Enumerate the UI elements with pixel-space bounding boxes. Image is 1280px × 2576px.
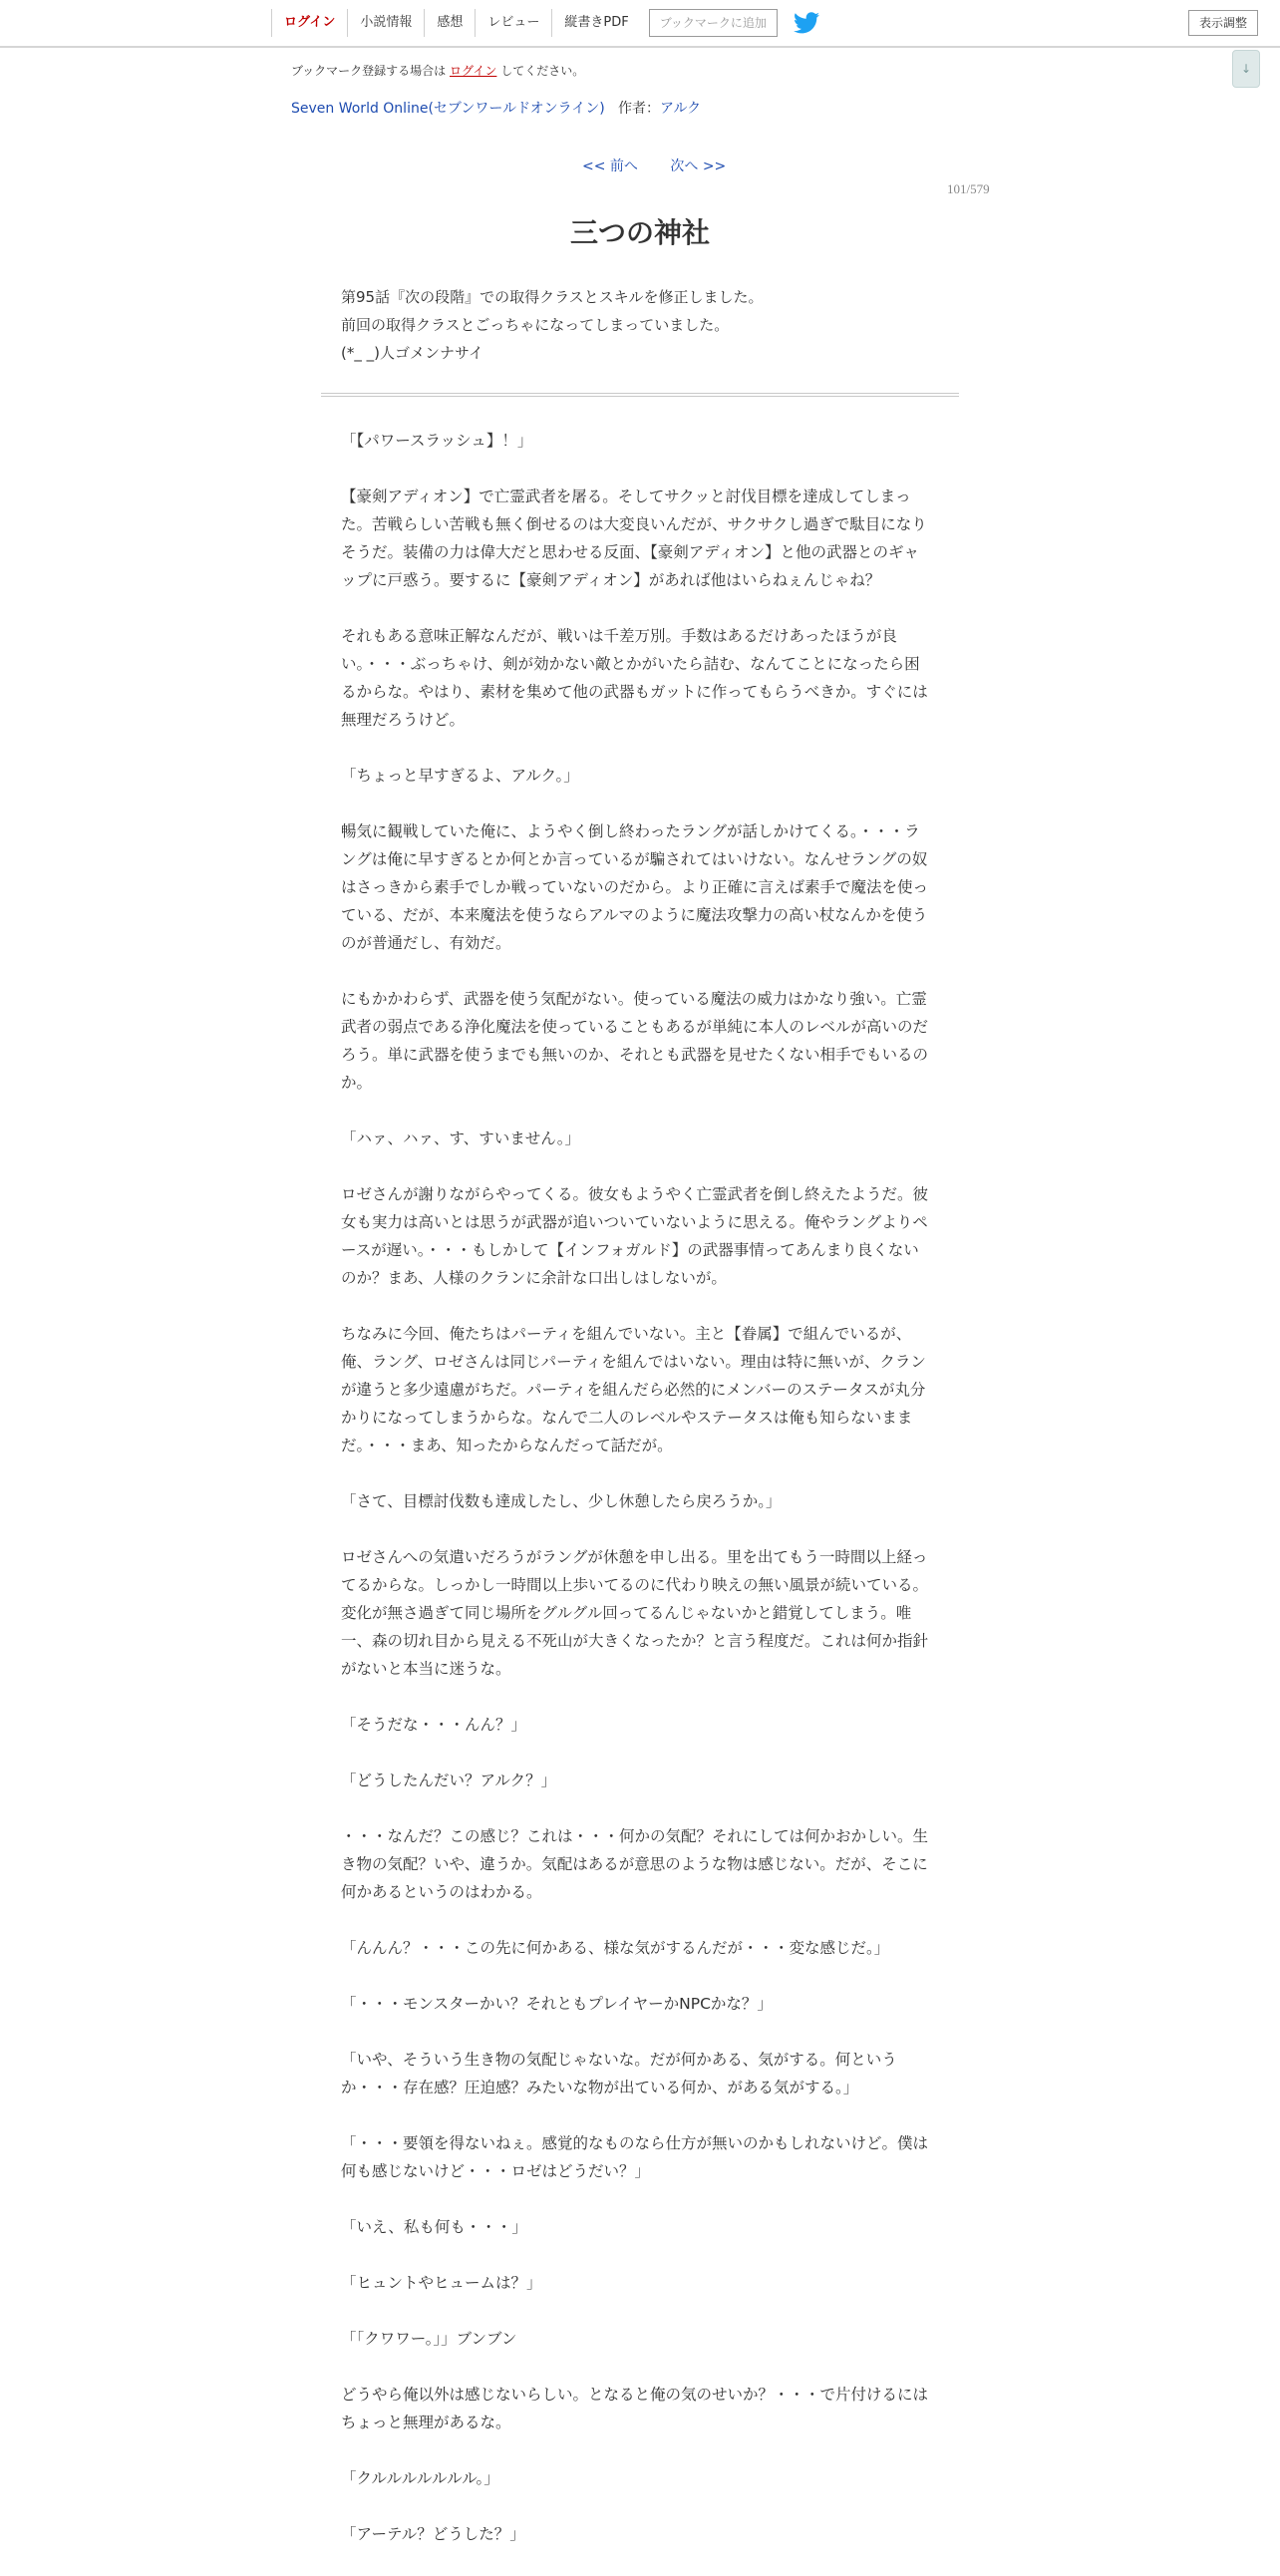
notice-prefix: ブックマーク登録する場合は bbox=[291, 64, 447, 78]
body-paragraph: 【豪剣アディオン】で亡霊武者を屠る。そしてサクッと討伐目標を達成してしまった。苦戦らしい苦戦も無く倒せるのは大変良いんだが、サクサクし過ぎで駄目になりそうだ。装備の力は偉大だと思わせる反面、【豪剣アディオン】と他の武器とのギャップに戸惑う。要するに【豪剣アディオン】があれば他はいらねぇんじゃね？ bbox=[341, 487, 927, 589]
add-bookmark-button[interactable]: ブックマークに追加 bbox=[649, 9, 778, 37]
bookmark-notice bbox=[291, 62, 584, 79]
site-header bbox=[0, 0, 1280, 48]
nav-review[interactable]: レビュー bbox=[475, 9, 551, 37]
body-paragraph: 「どうしたんだい？アルク？」 bbox=[341, 1771, 557, 1789]
body-paragraph: 「ちょっと早すぎるよ、アルク。」 bbox=[341, 767, 579, 785]
novel-title-link[interactable]: Seven World Online(セブンワールドオンライン) bbox=[291, 101, 605, 117]
body-paragraph: 「さて、目標討伐数も達成したし、少し休憩したら戻ろうか。」 bbox=[341, 1492, 782, 1510]
body-paragraph: ロゼさんへの気遣いだろうがラングが休憩を申し出る。里を出てもう一時間以上経ってるからな。しっかし一時間以上歩いてるのに代わり映えの無い風景が続いている。変化が無さ過ぎて同じ場所をグルグル回ってるんじゃないかと錯覚してしまう。唯一、森の切れ目から見える不死山が大きくなったか？と言う程度だ。これは何か指針がないと本当に迷うな。 bbox=[341, 1548, 929, 1678]
body-paragraph: 「・・・要領を得ないねぇ。感覚的なものなら仕方が無いのかもしれないけど。僕は何も感じないけど・・・ロゼはどうだい？」 bbox=[341, 2134, 929, 2180]
notice-login-link[interactable]: ログイン bbox=[450, 64, 497, 78]
page-number: 101/579 bbox=[947, 181, 990, 196]
body-paragraph: 「・・・モンスターかい？それともプレイヤーかNPCかな？」 bbox=[341, 1995, 773, 2013]
body-paragraph: 「「クワワー。」」ブンブン bbox=[341, 2330, 517, 2348]
preface-line: (*_ _)人ゴメンナサイ bbox=[341, 344, 483, 362]
scroll-down-button[interactable]: ↓ bbox=[1232, 50, 1260, 88]
body-paragraph: 「クルルルルルルル。」 bbox=[341, 2469, 499, 2487]
body-paragraph: 「そうだな・・・んん？」 bbox=[341, 1716, 527, 1734]
body-paragraph: 「【パワースラッシュ】！」 bbox=[341, 432, 533, 450]
body-paragraph: どうやら俺以外は感じないらしい。となると俺の気のせいか？・・・で片付けるにはちょっと無理があるな。 bbox=[341, 2386, 929, 2431]
chapter-title: 三つの神社 bbox=[569, 216, 710, 249]
next-chapter-link[interactable]: 次へ >> bbox=[670, 159, 727, 174]
body-paragraph: 「ヒュントやヒュームは？」 bbox=[341, 2274, 542, 2292]
prev-chapter-link[interactable]: << 前へ bbox=[582, 159, 638, 174]
nav-novel-info[interactable]: 小説情報 bbox=[347, 9, 424, 37]
body-paragraph: 「アーテル？どうした？」 bbox=[341, 2525, 525, 2543]
body-paragraph: 「いや、そういう生き物の気配じゃないな。だが何かある、気がする。何というか・・・存在感？圧迫感？みたいな物が出ている何か、がある気がする。」 bbox=[341, 2051, 897, 2096]
chapter-pager bbox=[582, 156, 726, 175]
author-link[interactable]: アルク bbox=[660, 101, 702, 117]
preface bbox=[341, 283, 764, 367]
display-settings-button[interactable]: 表示調整 bbox=[1188, 10, 1258, 36]
preface-divider bbox=[321, 393, 959, 397]
twitter-icon[interactable] bbox=[794, 12, 819, 34]
notice-suffix: してください。 bbox=[500, 64, 585, 78]
novel-body bbox=[341, 427, 931, 2576]
body-paragraph: それもある意味正解なんだが、戦いは千差万別。手数はあるだけあったほうが良い。・・・ぶっちゃけ、剣が効かない敵とかがいたら詰む、なんてことになったら困るからな。やはり、素材を集めて他の武器もガットに作ってもらうべきか。すぐには無理だろうけど。 bbox=[341, 627, 928, 729]
body-paragraph: 暢気に観戦していた俺に、ようやく倒し終わったラングが話しかけてくる。・・・ラングは俺に早すぎるとか何とか言っているが騙されてはいけない。なんせラングの奴はさっきから素手でしか戦っていないのだから。より正確に言えば素手で魔法を使っている、だが、本来魔法を使うならアルマのように魔法攻撃力の高い杖なんかを使うのが普通だし、有効だ。 bbox=[341, 822, 929, 952]
body-paragraph: 「いえ、私も何も・・・」 bbox=[341, 2218, 527, 2236]
body-paragraph: 「ハァ、ハァ、す、すいません。」 bbox=[341, 1129, 580, 1147]
author-info bbox=[618, 98, 701, 118]
nav-impressions[interactable]: 感想 bbox=[424, 9, 475, 37]
nav-login[interactable]: ログイン bbox=[271, 9, 347, 37]
body-paragraph: ・・・なんだ？この感じ？これは・・・何かの気配？それにしては何かおかしい。生き物の気配？いや、違うか。気配はあるが意思のような物は感じない。だが、そこに何かあるというのはわかる。 bbox=[341, 1827, 929, 1901]
body-paragraph: にもかかわらず、武器を使う気配がない。使っている魔法の威力はかなり強い。亡霊武者の弱点である浄化魔法を使っていることもあるが単純に本人のレベルが高いのだろう。単に武器を使うまでも無いのか、それとも武器を見せたくない相手でもいるのか。 bbox=[341, 990, 929, 1092]
author-label: 作者： bbox=[618, 101, 660, 117]
body-paragraph: ちなみに今回、俺たちはパーティを組んでいない。主と【眷属】で組んでいるが、俺、ラング、ロゼさんは同じパーティを組んではいない。理由は特に無いが、クランが違うと多少遠慮がちだ。パーティを組んだら必然的にメンバーのステータスが丸分かりになってしまうからな。なんで二人のレベルやステータスは俺も知らないままだ。・・・まあ、知ったからなんだって話だが。 bbox=[341, 1325, 926, 1454]
header-nav bbox=[271, 0, 819, 46]
nav-vertical-pdf[interactable]: 縦書きPDF bbox=[551, 9, 640, 37]
body-paragraph: ロゼさんが謝りながらやってくる。彼女もようやく亡霊武者を倒し終えたようだ。彼女も実力は高いとは思うが武器が追いついていないように思える。俺やラングよりペースが遅い。・・・もしかして【インフォガルド】の武器事情ってあんまり良くないのか？まあ、人様のクランに余計な口出しはしないが。 bbox=[341, 1185, 929, 1287]
preface-line: 前回の取得クラスとごっちゃになってしまっていました。 bbox=[341, 316, 730, 334]
preface-line: 第95話『次の段階』での取得クラスとスキルを修正しました。 bbox=[341, 288, 764, 306]
body-paragraph: 「んんん？・・・この先に何かある、様な気がするんだが・・・変な感じだ。」 bbox=[341, 1939, 890, 1957]
